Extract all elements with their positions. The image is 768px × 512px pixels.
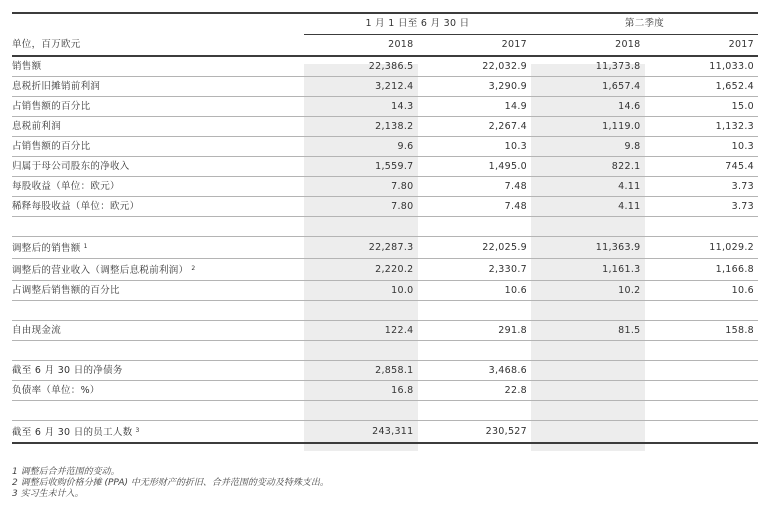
top-rule <box>12 0 758 13</box>
cell-value: 230,527 <box>418 421 532 444</box>
row-label-text: 占销售额的百分比 <box>12 101 91 112</box>
footnote-ref: 1 <box>83 243 88 250</box>
financial-table-container <box>12 0 754 444</box>
row-label-text: 截至 6 月 30 日的净债务 <box>12 365 123 376</box>
table-row <box>12 259 758 281</box>
cell-value: 10.2 <box>531 281 645 301</box>
row-label <box>12 301 304 321</box>
cell-value: 10.3 <box>645 137 759 157</box>
cell-value: 1,657.4 <box>531 77 645 97</box>
table-row <box>12 97 758 117</box>
row-label <box>12 281 304 301</box>
table-row <box>12 361 758 381</box>
cell-value: 1,495.0 <box>418 157 532 177</box>
row-label <box>12 217 304 237</box>
cell-value: 11,029.2 <box>645 237 759 259</box>
cell-value <box>304 301 418 321</box>
footnote-ref: 3 <box>135 427 140 434</box>
cell-value: 1,119.0 <box>531 117 645 137</box>
cell-value: 14.9 <box>418 97 532 117</box>
row-label <box>12 237 304 259</box>
unit-label: 单位，百万欧元 <box>12 35 304 57</box>
cell-value: 22,025.9 <box>418 237 532 259</box>
table-row <box>12 177 758 197</box>
row-label <box>12 321 304 341</box>
cell-value <box>645 217 759 237</box>
cell-value: 22,287.3 <box>304 237 418 259</box>
cell-value <box>645 401 759 421</box>
year-header-q2-2018: 2018 <box>531 35 645 57</box>
spacer-row <box>12 401 758 421</box>
cell-value: 745.4 <box>645 157 759 177</box>
table-row <box>12 117 758 137</box>
cell-value: 10.6 <box>418 281 532 301</box>
table-row <box>12 56 758 77</box>
year-header-row <box>12 35 758 57</box>
cell-value: 10.0 <box>304 281 418 301</box>
cell-value: 4.11 <box>531 177 645 197</box>
cell-value: 3.73 <box>645 197 759 217</box>
row-label <box>12 56 304 77</box>
cell-value: 3,212.4 <box>304 77 418 97</box>
row-label <box>12 259 304 281</box>
row-label-text: 自由现金流 <box>12 325 62 336</box>
cell-value: 7.48 <box>418 177 532 197</box>
group-header-h1: 1 月 1 日至 6 月 30 日 <box>304 13 531 35</box>
spacer-row <box>12 217 758 237</box>
cell-value: 1,652.4 <box>645 77 759 97</box>
table-row <box>12 237 758 259</box>
cell-value: 22.8 <box>418 381 532 401</box>
cell-value: 2,220.2 <box>304 259 418 281</box>
table-row <box>12 321 758 341</box>
cell-value: 81.5 <box>531 321 645 341</box>
cell-value: 9.6 <box>304 137 418 157</box>
cell-value: 11,363.9 <box>531 237 645 259</box>
cell-value <box>304 217 418 237</box>
table-row <box>12 421 758 444</box>
cell-value: 9.8 <box>531 137 645 157</box>
footnote-3: 3 实习生未计入。 <box>12 489 84 499</box>
cell-value <box>418 217 532 237</box>
row-label <box>12 97 304 117</box>
cell-value <box>531 341 645 361</box>
cell-value <box>418 401 532 421</box>
row-label <box>12 177 304 197</box>
row-label <box>12 77 304 97</box>
row-label <box>12 197 304 217</box>
row-label-text: 息税折旧摊销前利润 <box>12 81 101 92</box>
cell-value: 10.3 <box>418 137 532 157</box>
cell-value <box>531 381 645 401</box>
cell-value <box>304 401 418 421</box>
row-label-text: 销售额 <box>12 61 42 72</box>
cell-value: 14.6 <box>531 97 645 117</box>
row-label-text: 调整后的销售额 <box>12 243 81 254</box>
year-header-q2-2017: 2017 <box>645 35 759 57</box>
cell-value: 4.11 <box>531 197 645 217</box>
cell-value <box>645 301 759 321</box>
cell-value: 3,468.6 <box>418 361 532 381</box>
cell-value <box>531 401 645 421</box>
spacer-row <box>12 341 758 361</box>
row-label <box>12 421 304 444</box>
cell-value: 16.8 <box>304 381 418 401</box>
cell-value: 14.3 <box>304 97 418 117</box>
cell-value: 1,132.3 <box>645 117 759 137</box>
row-label-text: 负债率（单位：%） <box>12 385 100 396</box>
row-label-text: 调整后的营业收入（调整后息税前利润） <box>12 265 189 276</box>
footnote-2: 2 调整后收购价格分摊 (PPA) 中无形财产的折旧、合并范围的变动及特殊支出。 <box>12 478 329 488</box>
cell-value: 15.0 <box>645 97 759 117</box>
row-label-text: 归属于母公司股东的净收入 <box>12 161 130 172</box>
cell-value: 11,033.0 <box>645 56 759 77</box>
row-label-text: 稀释每股收益（单位：欧元） <box>12 201 140 212</box>
year-header-h1-2018: 2018 <box>304 35 418 57</box>
row-label <box>12 401 304 421</box>
row-label <box>12 137 304 157</box>
table-row <box>12 157 758 177</box>
cell-value: 7.48 <box>418 197 532 217</box>
cell-value <box>531 421 645 444</box>
cell-value <box>645 381 759 401</box>
row-label <box>12 381 304 401</box>
cell-value <box>645 341 759 361</box>
cell-value: 7.80 <box>304 177 418 197</box>
row-label-text: 息税前利润 <box>12 121 62 132</box>
cell-value <box>645 421 759 444</box>
cell-value: 2,138.2 <box>304 117 418 137</box>
spacer-row <box>12 301 758 321</box>
cell-value: 2,330.7 <box>418 259 532 281</box>
cell-value <box>645 361 759 381</box>
footnotes <box>12 467 329 500</box>
table-row <box>12 281 758 301</box>
cell-value <box>531 217 645 237</box>
cell-value: 22,032.9 <box>418 56 532 77</box>
row-label-text: 占调整后销售额的百分比 <box>12 285 120 296</box>
table-body <box>12 56 758 443</box>
row-label <box>12 361 304 381</box>
footnote-ref: 2 <box>191 265 196 272</box>
row-label <box>12 117 304 137</box>
cell-value <box>304 341 418 361</box>
table-row <box>12 137 758 157</box>
row-label-text: 每股收益（单位：欧元） <box>12 181 120 192</box>
table-row <box>12 77 758 97</box>
cell-value: 3.73 <box>645 177 759 197</box>
footnote-1: 1 调整后合并范围的变动。 <box>12 467 120 477</box>
row-label <box>12 157 304 177</box>
cell-value: 3,290.9 <box>418 77 532 97</box>
cell-value: 2,267.4 <box>418 117 532 137</box>
row-label <box>12 341 304 361</box>
cell-value: 1,166.8 <box>645 259 759 281</box>
group-header-q2: 第二季度 <box>531 13 758 35</box>
cell-value <box>418 301 532 321</box>
table-row <box>12 197 758 217</box>
cell-value: 158.8 <box>645 321 759 341</box>
cell-value: 22,386.5 <box>304 56 418 77</box>
financial-table <box>12 0 758 444</box>
row-label-text: 截至 6 月 30 日的员工人数 <box>12 427 133 438</box>
cell-value <box>531 361 645 381</box>
cell-value: 1,161.3 <box>531 259 645 281</box>
cell-value: 7.80 <box>304 197 418 217</box>
row-label-text: 占销售额的百分比 <box>12 141 91 152</box>
year-header-h1-2017: 2017 <box>418 35 532 57</box>
group-header-row <box>12 13 758 35</box>
cell-value: 822.1 <box>531 157 645 177</box>
cell-value: 1,559.7 <box>304 157 418 177</box>
cell-value <box>531 301 645 321</box>
cell-value: 243,311 <box>304 421 418 444</box>
cell-value: 291.8 <box>418 321 532 341</box>
cell-value <box>418 341 532 361</box>
cell-value: 2,858.1 <box>304 361 418 381</box>
table-row <box>12 381 758 401</box>
cell-value: 11,373.8 <box>531 56 645 77</box>
cell-value: 10.6 <box>645 281 759 301</box>
cell-value: 122.4 <box>304 321 418 341</box>
